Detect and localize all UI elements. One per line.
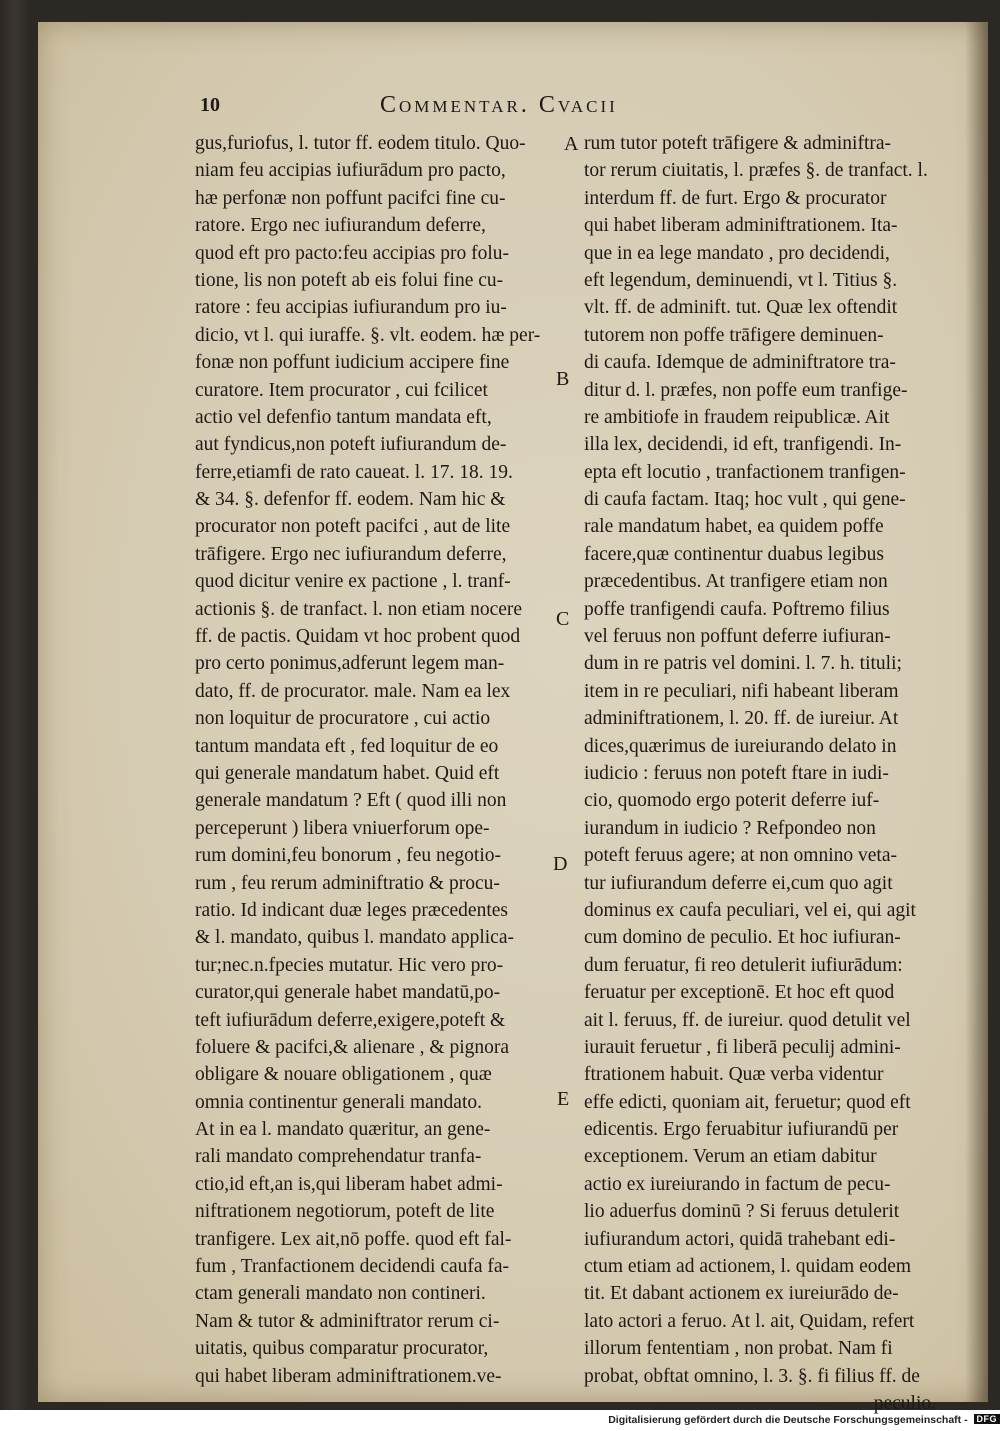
text-line: tutorem non poffe trāfigere deminuen- xyxy=(584,324,884,346)
text-line: re ambitiofe in fraudem reipublicæ. Ait xyxy=(584,406,890,428)
text-line: qui habet liberam adminiftrationem.ve- xyxy=(195,1365,502,1387)
text-line: probat, obftat omnino, l. 3. §. fi filius ff. de xyxy=(584,1365,920,1387)
text-line: dominus ex caufa peculiari, vel ei, qui agit xyxy=(584,899,916,921)
text-line: cum domino de peculio. Et hoc iufiuran- xyxy=(584,927,901,949)
text-line: dicio, vt l. qui iuraffe. §. vlt. eodem. hæ per- xyxy=(195,324,541,346)
text-line: iudicio : feruus non poteft ftare in iudi- xyxy=(584,762,889,784)
text-line: perceperunt ) libera vniuerforum ope- xyxy=(195,817,490,839)
text-line: lato actori a feruo. At l. ait, Quidam, refert xyxy=(584,1310,915,1332)
text-line: At in ea l. mandato quæritur, an gene- xyxy=(195,1119,491,1141)
text-line: di caufa factam. Itaq; hoc vult , qui gene- xyxy=(584,489,906,511)
text-line: effe edicti, quoniam ait, feruetur; quod eft xyxy=(584,1091,911,1113)
text-line: curator,qui generale habet mandatū,po- xyxy=(195,982,501,1004)
text-line: ff. de pactis. Quidam vt hoc probent quod xyxy=(195,626,521,648)
text-line: facere,quæ continentur duabus legibus xyxy=(584,543,884,565)
text-line: uitatis, quibus comparatur procurator, xyxy=(195,1338,489,1360)
text-line: quod eft pro pacto:feu accipias pro folu- xyxy=(195,242,510,264)
text-line: lio aduerfus dominū ? Si feruus detulerit xyxy=(584,1201,900,1223)
text-line: vel feruus non poffunt deferre iufiuran- xyxy=(584,626,891,648)
text-line: trāfigere. Ergo nec iufiurandum deferre, xyxy=(195,543,507,565)
text-line: fum , Tranfactionem decidendi caufa fa- xyxy=(195,1256,510,1278)
text-line: actionis §. de tranfact. l. non etiam nocere xyxy=(195,598,523,620)
text-line: illorum fententiam , non probat. Nam fi xyxy=(584,1338,893,1360)
text-line: feruatur per exceptionē. Et hoc eft quod xyxy=(584,982,895,1004)
text-line: item in re peculiari, nifi habeant liberam xyxy=(584,680,899,702)
text-line: poffe tranfigendi caufa. Poftremo filius xyxy=(584,598,890,620)
text-line: tione, lis non poteft ab eis folui fine cu- xyxy=(195,269,504,291)
text-line: vlt. ff. de adminift. tut. Quæ lex oftendit xyxy=(584,297,898,319)
text-line: ctum etiam ad actionem, l. quidam eodem xyxy=(584,1256,912,1278)
dfg-logo: DFG xyxy=(974,1414,1000,1424)
text-line: & l. mandato, quibus l. mandato applica- xyxy=(195,927,514,949)
text-line: & 34. §. defenfor ff. eodem. Nam hic & xyxy=(195,489,506,511)
text-line: non loquitur de procuratore , cui actio xyxy=(195,708,491,730)
text-line: epta eft locutio , tranfactionem tranfigen- xyxy=(584,461,906,483)
text-line: ditur d. l. præfes, non poffe eum tranfige- xyxy=(584,379,908,401)
text-line: tranfigere. Lex ait,nō poffe. quod eft fal- xyxy=(195,1228,512,1250)
left-text-column xyxy=(195,130,547,1390)
text-line: rale mandatum habet, ea quidem poffe xyxy=(584,516,884,538)
text-line: fonæ non poffunt iudicium accipere fine xyxy=(195,352,510,374)
text-line: dum feruatur, fi reo detulerit iufiurādum: xyxy=(584,954,903,976)
text-line: ratio. Id indicant duæ leges præcedentes xyxy=(195,899,508,921)
text-line: rum tutor poteft trāfigere & adminiftra- xyxy=(584,133,892,154)
text-line: dum in re patris vel domini. l. 7. h. tituli; xyxy=(584,653,902,675)
text-line: gus,furiofus, l. tutor ff. eodem titulo. Quo- xyxy=(195,133,526,154)
text-line: actio vel defenfio tantum mandata eft, xyxy=(195,406,492,428)
text-line: præcedentibus. At tranfigere etiam non xyxy=(584,571,888,593)
text-line: rum , feu rerum adminiftratio & procu- xyxy=(195,872,500,894)
text-line: qui generale mandatum habet. Quid eft xyxy=(195,762,500,784)
text-line: interdum ff. de furt. Ergo & procurator xyxy=(584,187,887,209)
text-line: foluere & pacifci,& alienare , & pignora xyxy=(195,1036,510,1058)
text-line: pro certo ponimus,adferunt legem man- xyxy=(195,653,505,675)
page-edge-shadow xyxy=(965,22,988,1402)
text-line: tor rerum ciuitatis, l. præfes §. de tranfact. l. xyxy=(584,160,928,182)
margin-marker-a: A xyxy=(564,133,579,155)
text-line: Nam & tutor & adminiftrator rerum ci- xyxy=(195,1310,500,1332)
text-line: rum domini,feu bonorum , feu negotio- xyxy=(195,845,501,867)
text-line: niftrationem negotiorum, poteft de lite xyxy=(195,1201,495,1223)
text-line: ratore. Ergo nec iufiurandum deferre, xyxy=(195,215,486,237)
text-line: dato, ff. de procurator. male. Nam ea lex xyxy=(195,680,511,702)
margin-marker-d: D xyxy=(553,853,568,875)
text-line: qui habet liberam adminiftrationem. Ita- xyxy=(584,215,898,237)
text-line: que in ea lege mandato , pro decidendi, xyxy=(584,242,890,264)
text-line: ftrationem habuit. Quæ verba videntur xyxy=(584,1064,884,1086)
text-line: curatore. Item procurator , cui fcilicet xyxy=(195,379,488,401)
text-line: niam feu accipias iufiurādum pro pacto, xyxy=(195,160,506,182)
text-line: rali mandato comprehendatur tranfa- xyxy=(195,1146,482,1168)
text-line: iurauit feruetur , fi liberā peculij admini- xyxy=(584,1036,901,1058)
text-line: iurandum in iudicio ? Refpondeo non xyxy=(584,817,876,839)
text-line: cio, quomodo ergo poterit deferre iuf- xyxy=(584,790,880,812)
text-line: ait l. feruus, ff. de iureiur. quod detulit vel xyxy=(584,1009,911,1031)
text-line: adminiftrationem, l. 20. ff. de iureiur. At xyxy=(584,708,899,730)
text-line: illa lex, decidendi, id eft, tranfigendi. In- xyxy=(584,434,902,456)
margin-marker-e: E xyxy=(557,1088,570,1110)
text-line: dices,quærimus de iureiurando delato in xyxy=(584,735,897,757)
text-line: aut fyndicus,non poteft iufiurandum de- xyxy=(195,434,507,456)
page-header xyxy=(200,92,780,128)
text-line: tantum mandata eft , fed loquitur de eo xyxy=(195,735,499,757)
text-line: actio ex iureiurando in factum de pecu- xyxy=(584,1173,891,1195)
margin-marker-b: B xyxy=(556,368,570,390)
text-line: tur iufiurandum deferre ei,cum quo agit xyxy=(584,872,893,894)
text-line: di caufa. Idemque de adminiftratore tra- xyxy=(584,352,896,374)
text-line: omnia continentur generali mandato. xyxy=(195,1091,482,1113)
text-line: iufiurandum actori, quidā trahebant edi- xyxy=(584,1228,896,1250)
text-line: generale mandatum ? Eft ( quod illi non xyxy=(195,790,507,812)
right-text-column xyxy=(584,130,936,1417)
text-line: ctio,id eft,an is,qui liberam habet admi- xyxy=(195,1173,503,1195)
text-line: tur;nec.n.fpecies mutatur. Hic vero pro- xyxy=(195,954,504,976)
text-line: procurator non poteft pacifci , aut de lite xyxy=(195,516,511,538)
text-line: eft legendum, deminuendi, vt l. Titius §. xyxy=(584,269,898,291)
text-line: obligare & nouare obligationem , quæ xyxy=(195,1064,492,1086)
text-line: tit. Et dabant actionem ex iureiurādo de- xyxy=(584,1283,899,1305)
catchword: peculio. xyxy=(873,1392,936,1414)
text-line: poteft feruus agere; at non omnino veta- xyxy=(584,845,897,867)
text-line: ctam generali mandato non contineri. xyxy=(195,1283,486,1305)
digitization-footer xyxy=(600,1414,1000,1431)
margin-marker-c: C xyxy=(556,608,570,630)
text-line: quod dicitur venire ex pactione , l. tranf- xyxy=(195,571,511,593)
text-line: exceptionem. Verum an etiam dabitur xyxy=(584,1146,877,1168)
running-head: Commentar. Cvacii xyxy=(380,92,618,118)
text-line: hæ perfonæ non poffunt pacifci fine cu- xyxy=(195,187,506,209)
text-line: edicentis. Ergo feruabitur iufiurandū per xyxy=(584,1119,899,1141)
text-line: ratore : feu accipias iufiurandum pro iu- xyxy=(195,297,507,319)
text-line: ferre,etiamfi de rato caueat. l. 17. 18. 19. xyxy=(195,461,513,483)
page-number: 10 xyxy=(200,94,220,116)
text-line: teft iufiurādum deferre,exigere,poteft & xyxy=(195,1009,506,1031)
footer-text: Digitalisierung gefördert durch die Deutsche Forschungsgemeinschaft - xyxy=(608,1414,968,1426)
